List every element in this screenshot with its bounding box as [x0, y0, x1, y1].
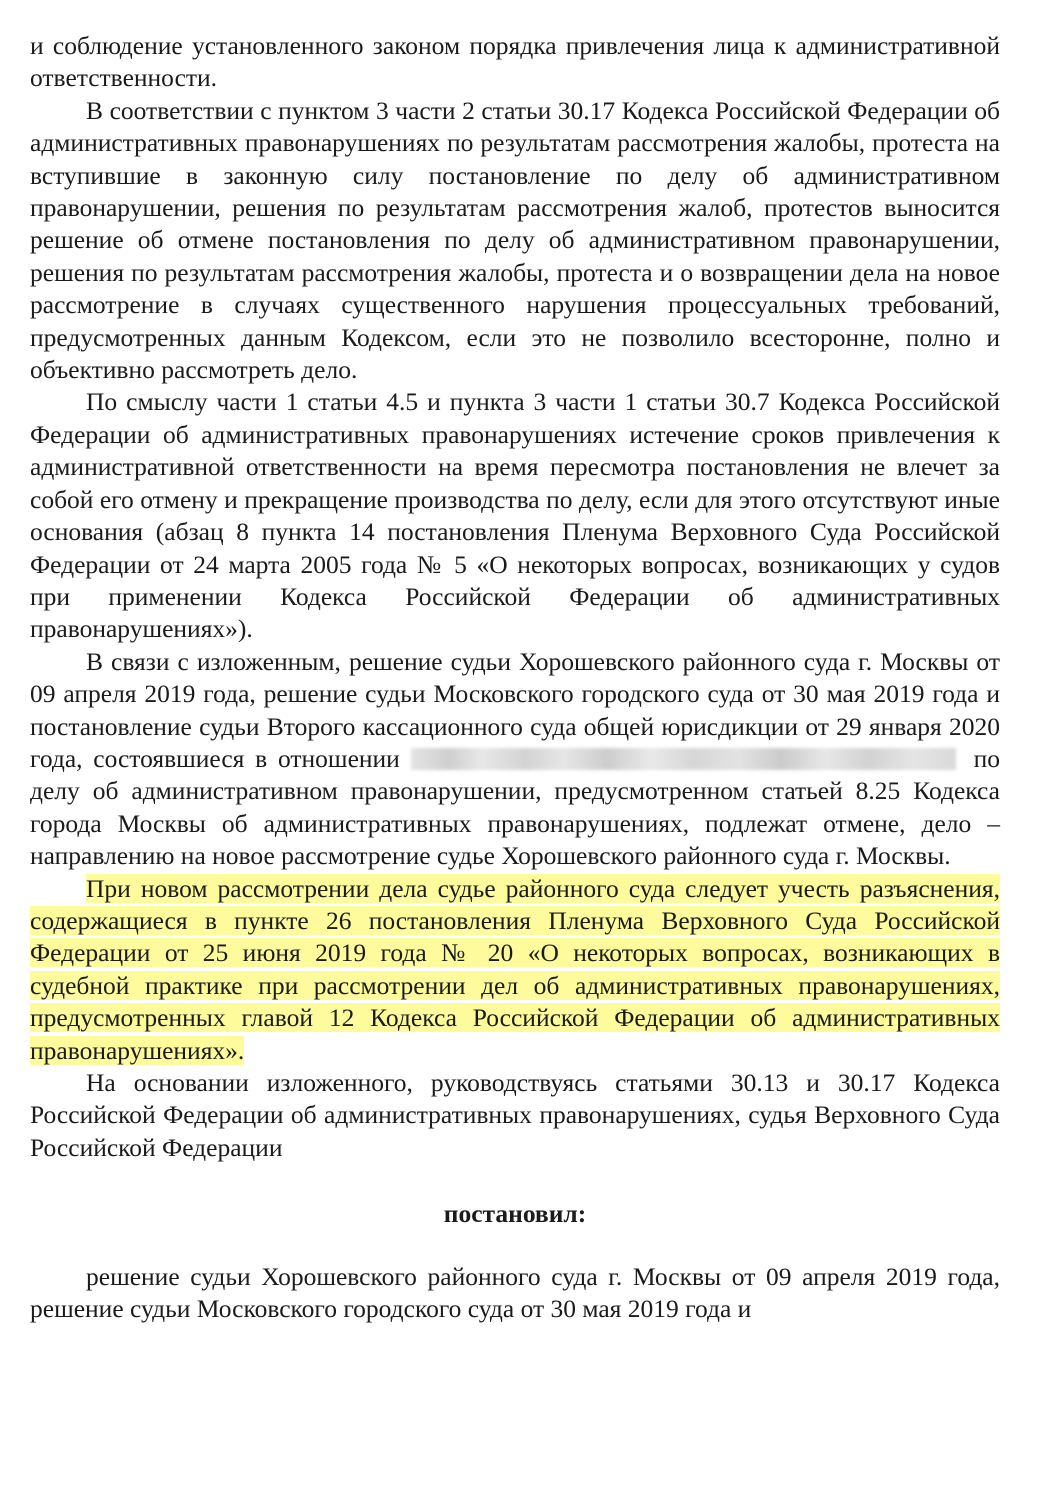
paragraph-conclusion — [30, 646, 1000, 873]
resolution-heading: постановил: — [443, 1199, 587, 1229]
document-page — [30, 30, 1000, 1325]
paragraph-continuation: и соблюдение установленного законом порядка привлечения лица к административной ответственности. — [30, 31, 1000, 93]
paragraph-resolution: решение судьи Хорошевского районного суда г. Москвы от 09 апреля 2019 года, решение судьи Московского городского суда от 30 мая 2019 года и — [30, 1261, 1000, 1324]
paragraph-article-30-17: В соответствии с пунктом 3 части 2 статьи 30.17 Кодекса Российской Федерации об административных правонарушениях по результатам рассмотрения жалобы, протеста на вступившие в законную силу постановление по делу об административном правонарушении, решения по результатам рассмотрения жалоб, протестов выносится решение об отмене постановления по делу об административном правонарушении, решения по результатам рассмотрения жалобы, протеста и о возвращении дела на новое рассмотрение в случаях существенного нарушения процессуальных требований, предусмотренных данным Кодексом, если это не позволило всесторонне, полно и объективно рассмотреть дело. — [30, 95, 1000, 385]
paragraph-grounds: На основании изложенного, руководствуясь статьями 30.13 и 30.17 Кодекса Российской Федерации об административных правонарушениях, судья Верховного Суда Российской Федерации — [30, 1068, 1000, 1162]
paragraph-conclusion-text-before: В связи с изложенным, решение судьи Хорошевского районного суда г. Москвы от 09 апреля 2019 года, решение судьи Московского городского суда от 30 мая 2019 года и постановление судьи Второго кассационного суда общей юрисдикции от 29 января 2020 года, состоявшиеся в отношении — [30, 646, 1000, 773]
paragraph-article-4-5: По смыслу части 1 статьи 4.5 и пункта 3 части 1 статьи 30.7 Кодекса Российской Федерации об административных правонарушениях истечение сроков привлечения к административной ответственности на время пересмотра постановления не влечет за собой его отмену и прекращение производства по делу, если для этого отсутствуют иные основания (абзац 8 пункта 14 постановления Пленума Верховного Суда Российской Федерации от 24 марта 2005 года № 5 «О некоторых вопросах, возникающих у судов при применении Кодекса Российской Федерации об административных правонарушениях»). — [30, 387, 1000, 644]
highlighted-text: При новом рассмотрении дела судье районного суда следует учесть разъяснения, содержащиеся в пункте 26 постановления Пленума Верховного Суда Российской Федерации от 25 июня 2019 года № 20 «О некоторых вопросах, возникающих в судебной практике при рассмотрении дел об административных правонарушениях, предусмотренных главой 12 Кодекса Российской Федерации об административных правонарушениях». — [30, 873, 1000, 1065]
paragraph-conclusion-text-after: по делу об административном правонарушении, предусмотренном статьей 8.25 Кодекса города Москвы об административных правонарушениях, подлежат отмене, дело – направлению на новое рассмотрение судье Хорошевского районного суда г. Москвы. — [30, 743, 1000, 871]
paragraph-highlighted — [30, 873, 1000, 1067]
redacted-name — [411, 748, 956, 770]
